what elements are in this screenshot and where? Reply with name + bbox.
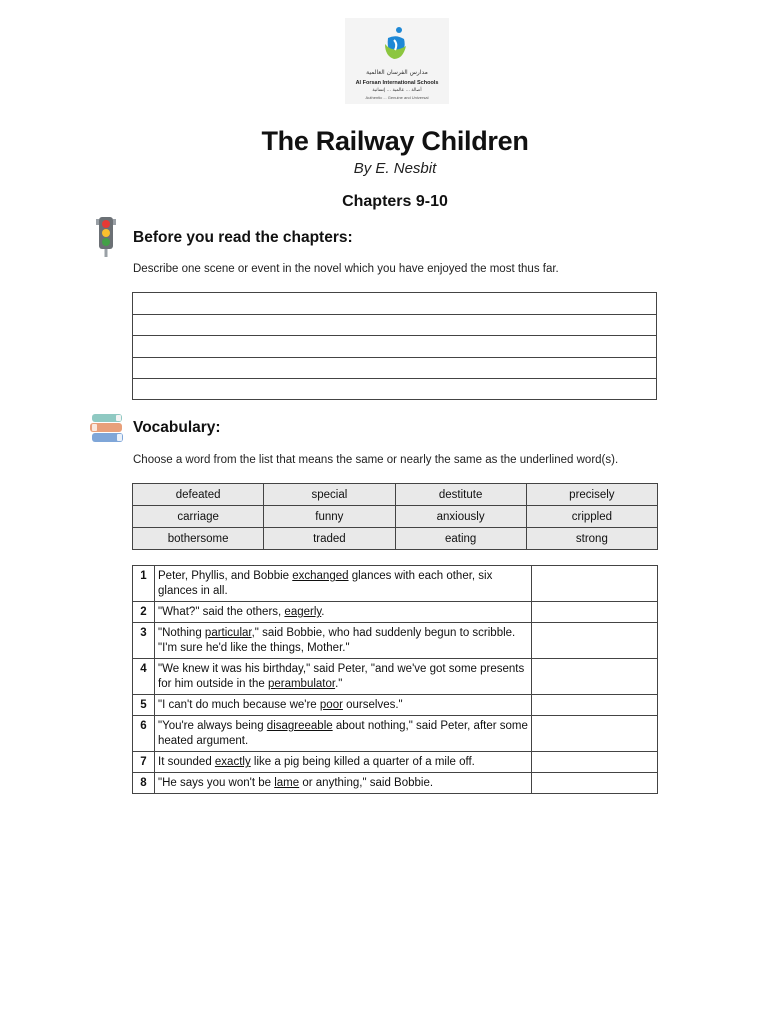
word-bank-word: traded [264, 528, 395, 550]
school-logo [345, 18, 449, 104]
logo-english-name: Al Forsan International Schools [355, 80, 439, 86]
question-text-after: . [321, 606, 325, 618]
answer-cell[interactable] [532, 716, 658, 752]
question-text-after: about nothing," said Peter, after some heated argument. [158, 720, 528, 747]
question-row [133, 566, 658, 602]
question-text-after: like a pig being killed a quarter of a mile off. [250, 756, 475, 768]
question-row [133, 602, 658, 623]
word-bank-word: funny [264, 506, 395, 528]
answer-line[interactable] [133, 293, 656, 315]
word-bank-word: carriage [133, 506, 264, 528]
chapters-heading: Chapters 9-10 [342, 193, 448, 210]
answer-cell[interactable] [532, 773, 658, 794]
answer-line[interactable] [133, 379, 656, 401]
word-bank-word: defeated [133, 484, 264, 506]
question-number: 6 [133, 716, 155, 752]
question-text [155, 659, 532, 695]
word-bank-word: anxiously [395, 506, 526, 528]
question-text-after: ." [335, 678, 343, 690]
question-text-after: ," said Bobbie, who had suddenly begun to scribble. "I'm sure he'd like the things, Mother." [158, 627, 516, 654]
word-bank-row [133, 506, 658, 528]
word-bank-table [132, 483, 658, 550]
answer-lines-box[interactable] [132, 292, 657, 400]
logo-tagline: Authentic ... Genuine and Universal [365, 95, 429, 100]
underlined-word: poor [319, 699, 343, 711]
question-number: 8 [133, 773, 155, 794]
question-text-before: Peter, Phyllis, and Bobbie [158, 570, 293, 582]
question-text [155, 695, 532, 716]
question-row [133, 752, 658, 773]
question-text-after: ourselves." [342, 699, 403, 711]
logo-figure-icon [382, 26, 410, 60]
question-text-after: glances with each other, six glances in all. [158, 570, 493, 597]
author-line: By E. Nesbit [353, 160, 437, 177]
question-number: 5 [133, 695, 155, 716]
question-number: 3 [133, 623, 155, 659]
answer-cell[interactable] [532, 695, 658, 716]
answer-line[interactable] [133, 336, 656, 358]
traffic-light-icon [95, 216, 117, 258]
question-row [133, 695, 658, 716]
question-number: 1 [133, 566, 155, 602]
answer-line[interactable] [133, 358, 656, 380]
question-row [133, 716, 658, 752]
underlined-word: perambulator [267, 678, 336, 690]
answer-cell[interactable] [532, 566, 658, 602]
question-text [155, 773, 532, 794]
page-title: The Railway Children [261, 126, 529, 156]
underlined-word: exchanged [292, 570, 349, 582]
answer-cell[interactable] [532, 752, 658, 773]
question-text [155, 716, 532, 752]
question-text-before: "You're always being [158, 720, 267, 732]
underlined-word: particular [204, 627, 252, 639]
logo-arabic-name: مدارس الفرسان العالمية [366, 69, 428, 76]
vocabulary-instruction: Choose a word from the list that means the same or nearly the same as the underlined word(s). [133, 454, 619, 466]
question-text [155, 602, 532, 623]
question-text-before: "I can't do much because we're [158, 699, 320, 711]
underlined-word: exactly [214, 756, 251, 768]
question-text [155, 623, 532, 659]
before-reading-instruction: Describe one scene or event in the novel which you have enjoyed the most thus far. [133, 263, 559, 275]
question-row [133, 659, 658, 695]
answer-cell[interactable] [532, 602, 658, 623]
question-number: 2 [133, 602, 155, 623]
word-bank-row [133, 528, 658, 550]
word-bank-word: destitute [395, 484, 526, 506]
question-text-before: "What?" said the others, [158, 606, 285, 618]
books-icon [89, 413, 125, 443]
answer-cell[interactable] [532, 623, 658, 659]
word-bank-word: strong [526, 528, 657, 550]
question-text [155, 752, 532, 773]
questions-table [132, 565, 658, 794]
question-text [155, 566, 532, 602]
underlined-word: disagreeable [266, 720, 333, 732]
question-text-before: "We knew it was his birthday," said Peter, "and we've got some presents for him outside in the [158, 663, 525, 690]
question-text-before: It sounded [158, 756, 215, 768]
question-number: 4 [133, 659, 155, 695]
word-bank-word: eating [395, 528, 526, 550]
word-bank-row [133, 484, 658, 506]
question-text-before: "Nothing [158, 627, 205, 639]
question-text-before: "He says you won't be [158, 777, 275, 789]
word-bank-word: special [264, 484, 395, 506]
word-bank-word: precisely [526, 484, 657, 506]
logo-arabic-tagline: أصالة ... عالمية ... إنسانية [372, 88, 422, 93]
before-reading-heading: Before you read the chapters: [133, 229, 353, 246]
question-text-after: or anything," said Bobbie. [299, 777, 434, 789]
word-bank-word: bothersome [133, 528, 264, 550]
answer-cell[interactable] [532, 659, 658, 695]
question-row [133, 773, 658, 794]
underlined-word: lame [274, 777, 300, 789]
answer-line[interactable] [133, 315, 656, 337]
underlined-word: eagerly [284, 606, 322, 618]
question-number: 7 [133, 752, 155, 773]
word-bank-word: crippled [526, 506, 657, 528]
vocabulary-heading: Vocabulary: [133, 419, 221, 436]
question-row [133, 623, 658, 659]
